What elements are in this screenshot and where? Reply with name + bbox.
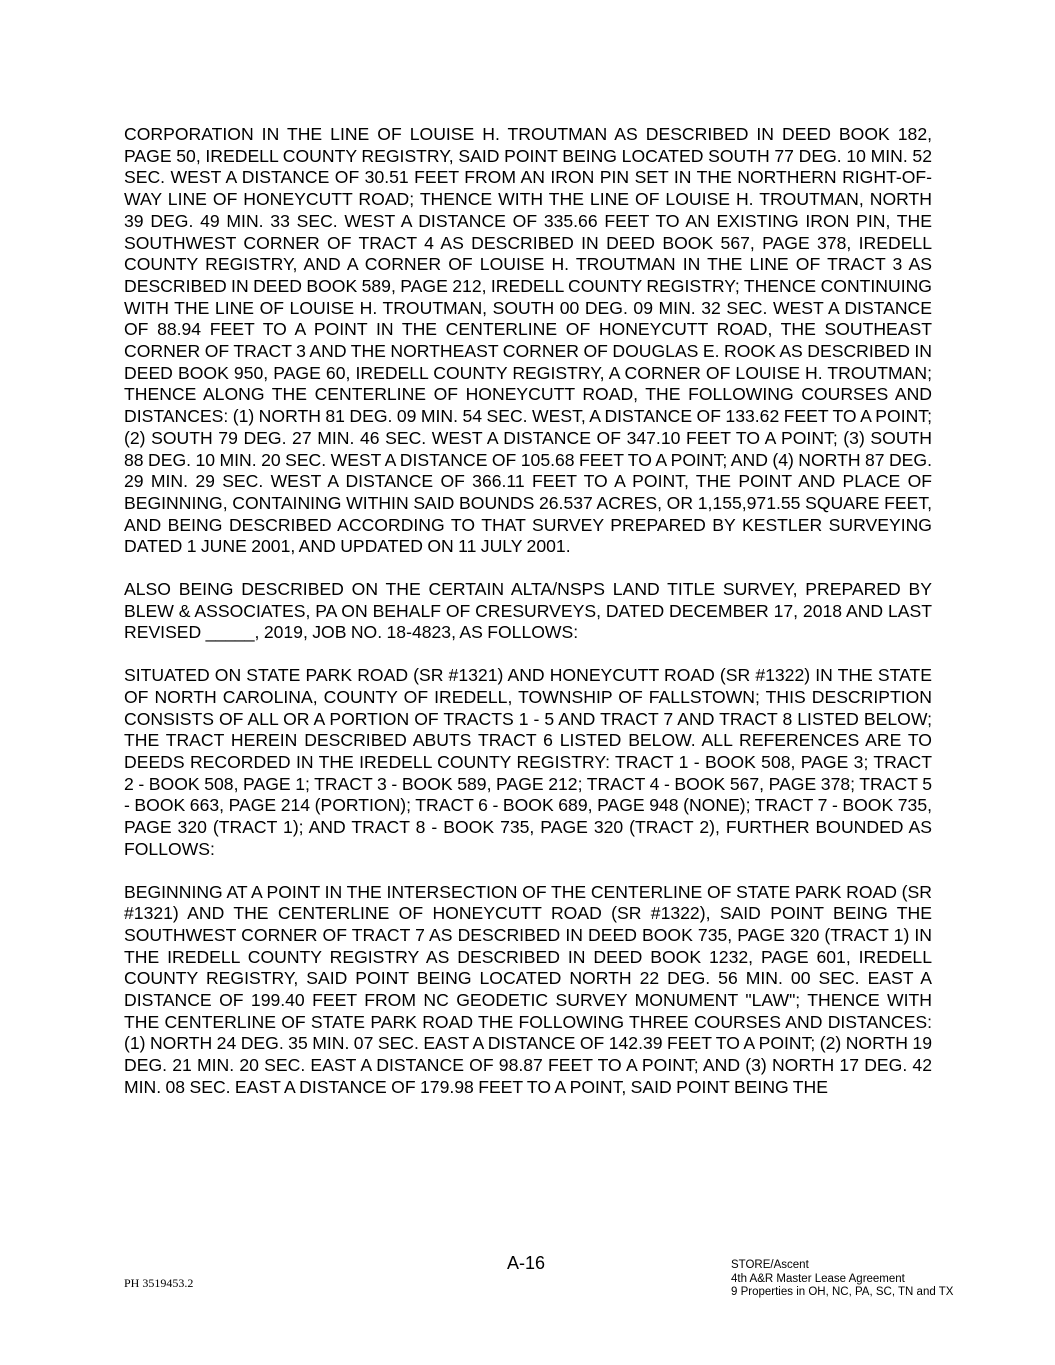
document-body: [124, 124, 932, 1120]
footer-line-party: STORE/Ascent: [731, 1259, 809, 1271]
paragraph-situated-description: SITUATED ON STATE PARK ROAD (SR #1321) AND HONEYCUTT ROAD (SR #1322) IN THE STATE OF NORTH CAROLINA, COUNTY OF IREDELL, TOWNSHIP OF FALLSTOWN; THIS DESCRIPTION CONSISTS OF ALL OR A PORTION OF TRACTS 1 - 5 AND TRACT 7 AND TRACT 8 LISTED BELOW; THE TRACT HEREIN DESCRIBED ABUTS TRACT 6 LISTED BELOW. ALL REFERENCES ARE TO DEEDS RECORDED IN THE IREDELL COUNTY REGISTRY: TRACT 1 - BOOK 508, PAGE 3; TRACT 2 - BOOK 508, PAGE 1; TRACT 3 - BOOK 589, PAGE 212; TRACT 4 - BOOK 567, PAGE 378; TRACT 5 - BOOK 663, PAGE 214 (PORTION); TRACT 6 - BOOK 689, PAGE 948 (NONE); TRACT 7 - BOOK 735, PAGE 320 (TRACT 1); AND TRACT 8 - BOOK 735, PAGE 320 (TRACT 2), FURTHER BOUNDED AS FOLLOWS:: [124, 665, 932, 859]
page-number: A-16: [507, 1253, 546, 1273]
paragraph-alta-survey-reference: ALSO BEING DESCRIBED ON THE CERTAIN ALTA/NSPS LAND TITLE SURVEY, PREPARED BY BLEW & ASSOCIATES, PA ON BEHALF OF CRESURVEYS, DATED DECEMBER 17, 2018 AND LAST REVISED _____, 2019, JOB NO. 18-4823, AS FOLLOWS:: [124, 579, 932, 643]
footer-document-info: [731, 1259, 953, 1300]
paragraph-tract-boundary-continuation: CORPORATION IN THE LINE OF LOUISE H. TROUTMAN AS DESCRIBED IN DEED BOOK 182, PAGE 50, IREDELL COUNTY REGISTRY, SAID POINT BEING LOCATED SOUTH 77 DEG. 10 MIN. 52 SEC. WEST A DISTANCE OF 30.51 FEET FROM AN IRON PIN SET IN THE NORTHERN RIGHT-OF-WAY LINE OF HONEYCUTT ROAD; THENCE WITH THE LINE OF LOUISE H. TROUTMAN, NORTH 39 DEG. 49 MIN. 33 SEC. WEST A DISTANCE OF 335.66 FEET TO AN EXISTING IRON PIN, THE SOUTHWEST CORNER OF TRACT 4 AS DESCRIBED IN DEED BOOK 567, PAGE 378, IREDELL COUNTY REGISTRY, AND A CORNER OF LOUISE H. TROUTMAN IN THE LINE OF TRACT 3 AS DESCRIBED IN DEED BOOK 589, PAGE 212, IREDELL COUNTY REGISTRY; THENCE CONTINUING WITH THE LINE OF LOUISE H. TROUTMAN, SOUTH 00 DEG. 09 MIN. 32 SEC. WEST A DISTANCE OF 88.94 FEET TO A POINT IN THE CENTERLINE OF HONEYCUTT ROAD, THE SOUTHEAST CORNER OF TRACT 3 AND THE NORTHEAST CORNER OF DOUGLAS E. ROOK AS DESCRIBED IN DEED BOOK 950, PAGE 60, IREDELL COUNTY REGISTRY, A CORNER OF LOUISE H. TROUTMAN; THENCE ALONG THE CENTERLINE OF HONEYCUTT ROAD, THE FOLLOWING COURSES AND DISTANCES: (1) NORTH 81 DEG. 09 MIN. 54 SEC. WEST, A DISTANCE OF 133.62 FEET TO A POINT; (2) SOUTH 79 DEG. 27 MIN. 46 SEC. WEST A DISTANCE OF 347.10 FEET TO A POINT; (3) SOUTH 88 DEG. 10 MIN. 20 SEC. WEST A DISTANCE OF 105.68 FEET TO A POINT; AND (4) NORTH 87 DEG. 29 MIN. 29 SEC. WEST A DISTANCE OF 366.11 FEET TO A POINT, THE POINT AND PLACE OF BEGINNING, CONTAINING WITHIN SAID BOUNDS 26.537 ACRES, OR 1,155,971.55 SQUARE FEET, AND BEING DESCRIBED ACCORDING TO THAT SURVEY PREPARED BY KESTLER SURVEYING DATED 1 JUNE 2001, AND UPDATED ON 11 JULY 2001.: [124, 124, 932, 557]
footer-line-agreement: 4th A&R Master Lease Agreement: [731, 1272, 905, 1285]
document-id: PH 3519453.2: [124, 1276, 194, 1290]
paragraph-beginning-point: BEGINNING AT A POINT IN THE INTERSECTION OF THE CENTERLINE OF STATE PARK ROAD (SR #1321) AND THE CENTERLINE OF HONEYCUTT ROAD (SR #1322), SAID POINT BEING THE SOUTHWEST CORNER OF TRACT 7 AS DESCRIBED IN DEED BOOK 735, PAGE 320 (TRACT 1) IN THE IREDELL COUNTY REGISTRY AS DESCRIBED IN DEED BOOK 1232, PAGE 601, IREDELL COUNTY REGISTRY, SAID POINT BEING LOCATED NORTH 22 DEG. 56 MIN. 00 SEC. EAST A DISTANCE OF 199.40 FEET FROM NC GEODETIC SURVEY MONUMENT "LAW"; THENCE WITH THE CENTERLINE OF STATE PARK ROAD THE FOLLOWING THREE COURSES AND DISTANCES: (1) NORTH 24 DEG. 35 MIN. 07 SEC. EAST A DISTANCE OF 142.39 FEET TO A POINT; (2) NORTH 19 DEG. 21 MIN. 20 SEC. EAST A DISTANCE OF 98.87 FEET TO A POINT; AND (3) NORTH 17 DEG. 42 MIN. 08 SEC. EAST A DISTANCE OF 179.98 FEET TO A POINT, SAID POINT BEING THE: [124, 881, 932, 1097]
footer-line-properties: 9 Properties in OH, NC, PA, SC, TN and TX: [731, 1286, 954, 1298]
